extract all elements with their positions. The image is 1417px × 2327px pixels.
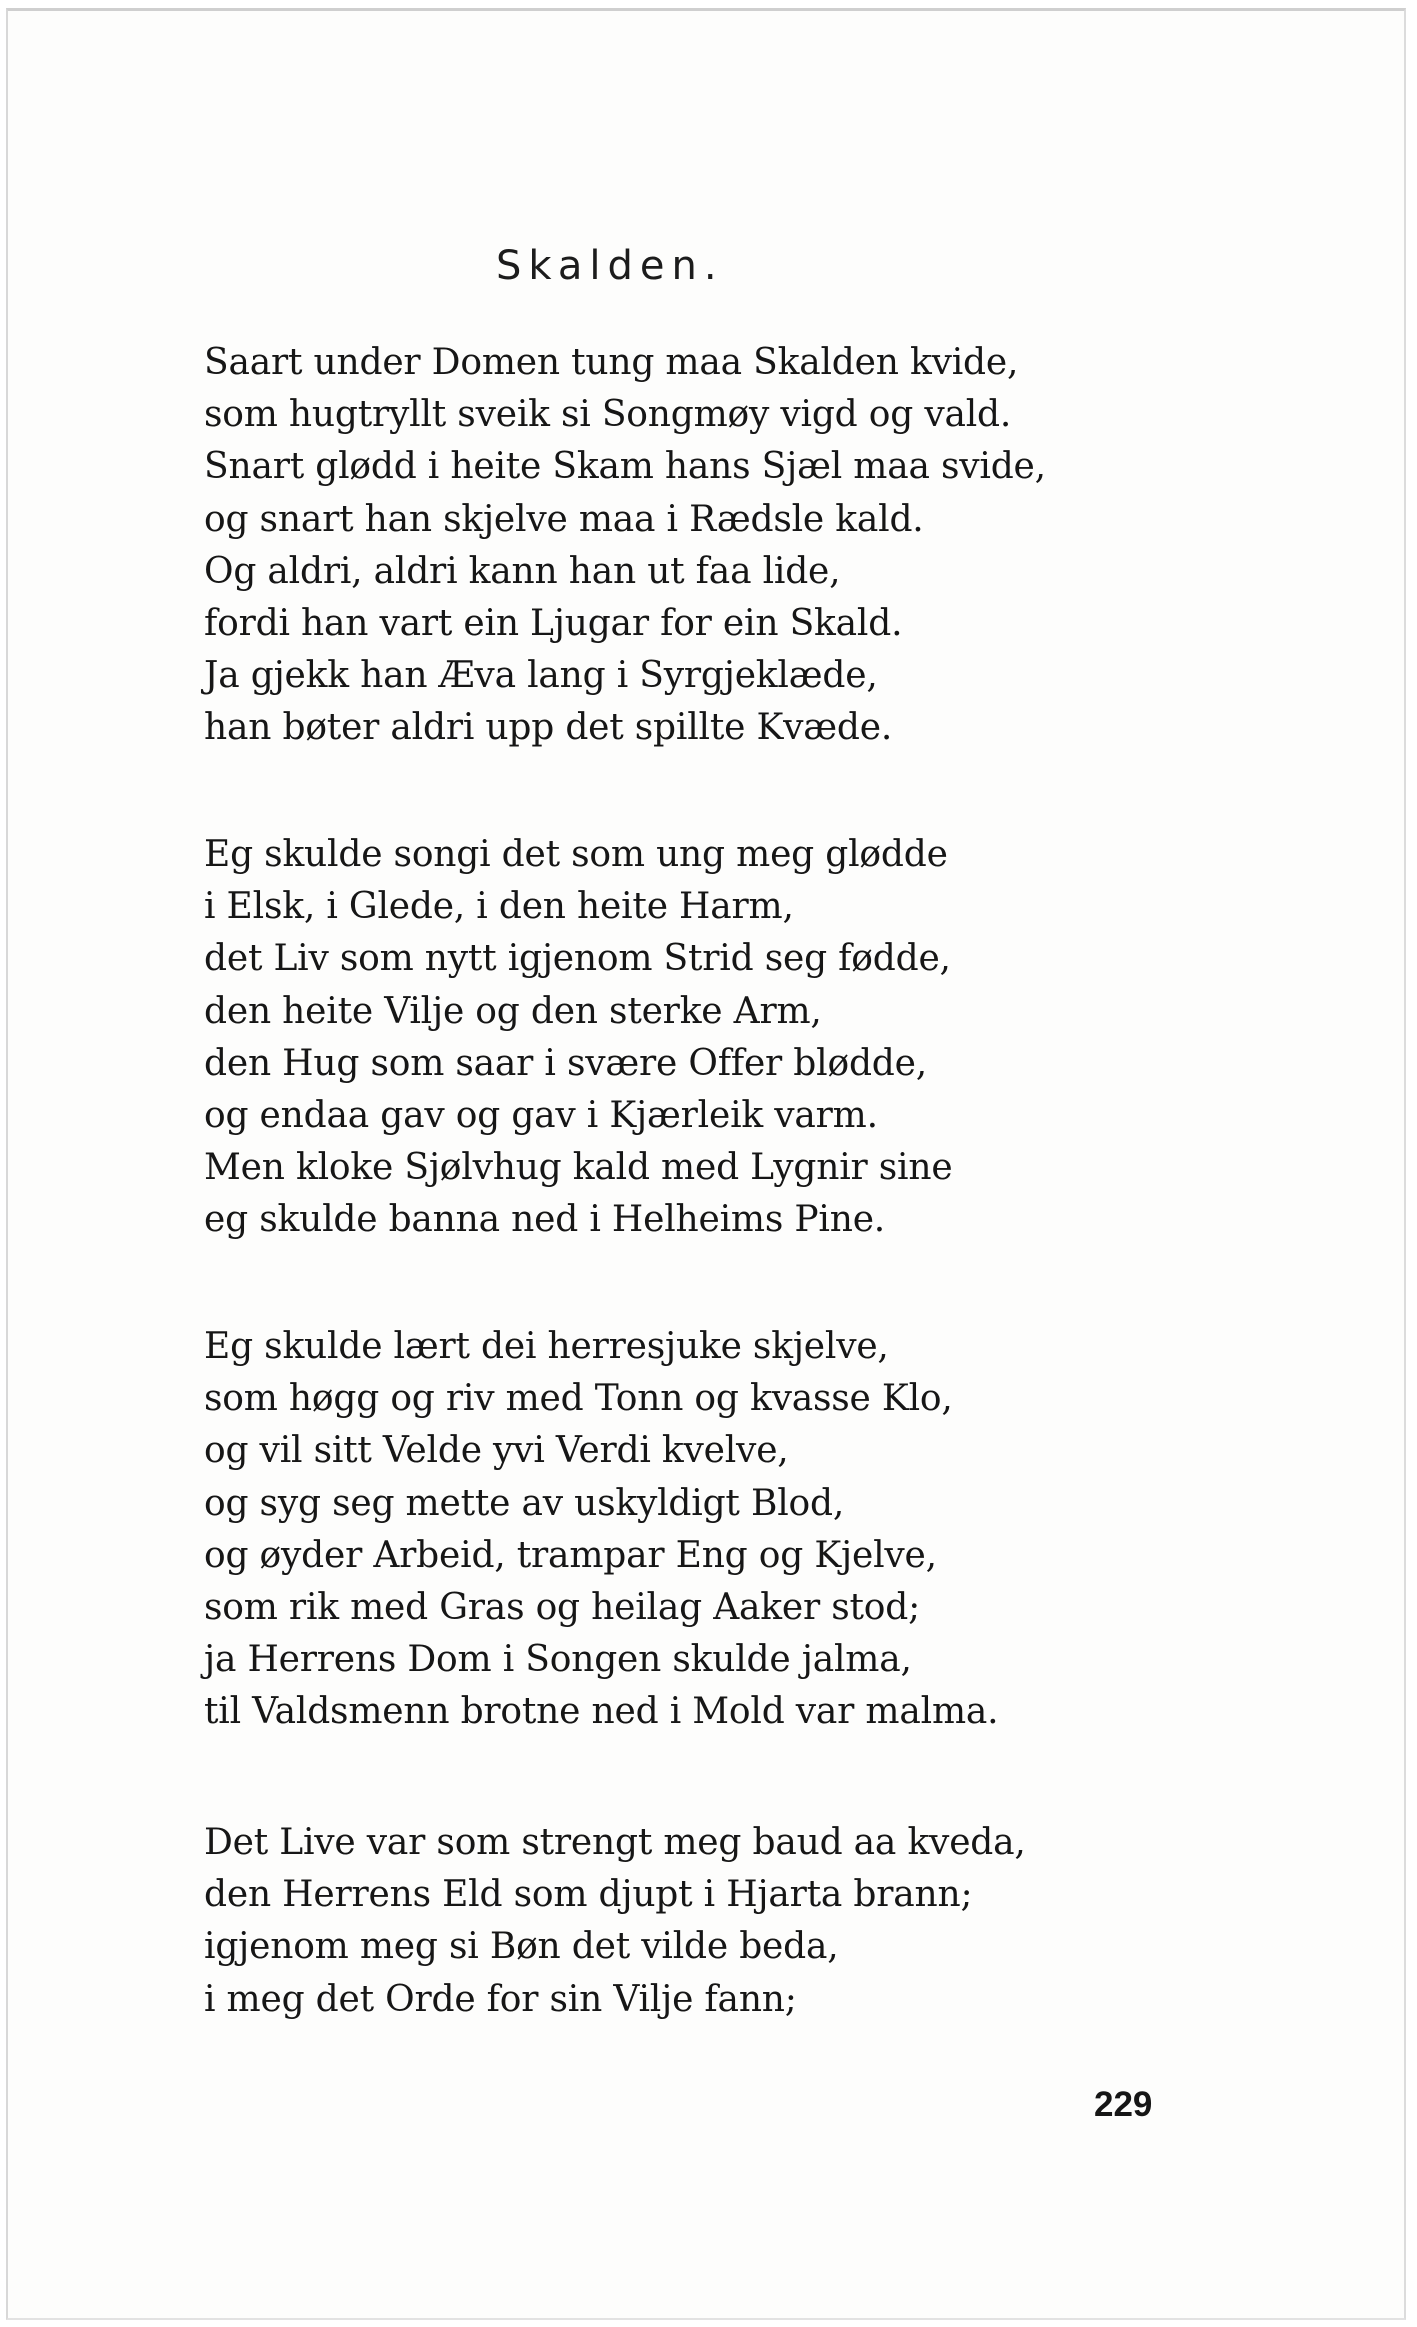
poem-line: igjenom meg si Bøn det vilde beda, (204, 1926, 839, 1968)
poem-line: han bøter aldri upp det spillte Kvæde. (204, 707, 893, 749)
poem-line: Eg skulde lært dei herresjuke skjelve, (204, 1326, 889, 1367)
poem-line: i Elsk, i Glede, i den heite Harm, (204, 886, 794, 928)
poem-line: som rik med Gras og heilag Aaker stod; (204, 1586, 921, 1628)
poem-line: eg skulde banna ned i Helheims Pine. (204, 1199, 886, 1241)
poem-line: og snart han skjelve maa i Rædsle kald. (204, 498, 924, 540)
poem-line: Men kloke Sjølvhug kald med Lygnir sine (204, 1147, 953, 1189)
poem-line: den Herrens Eld som djupt i Hjarta brann; (204, 1874, 973, 1916)
poem-line: Snart glødd i heite Skam hans Sjæl maa svide, (204, 446, 1046, 488)
poem-line: Saart under Domen tung maa Skalden kvide, (204, 342, 1019, 383)
poem-line: fordi han vart ein Ljugar for ein Skald. (204, 602, 903, 644)
poem-line: som høgg og riv med Tonn og kvasse Klo, (204, 1378, 953, 1420)
stanza-1 (204, 337, 1184, 755)
poem-line: Ja gjekk han Æva lang i Syrgjeklæde, (204, 655, 878, 697)
poem-title: Skalden. (496, 243, 724, 289)
stanza-3 (204, 1321, 1184, 1739)
poem-line: den heite Vilje og den sterke Arm, (204, 990, 822, 1032)
poem-line: og vil sitt Velde yvi Verdi kvelve, (204, 1430, 789, 1472)
poem-line: til Valdsmenn brotne ned i Mold var malma. (204, 1691, 999, 1733)
page-number: 229 (1094, 2085, 1153, 2124)
poem-line: Det Live var som strengt meg baud aa kveda, (204, 1822, 1026, 1863)
poem-line: Eg skulde songi det som ung meg glødde (204, 834, 948, 875)
stanza-4 (204, 1817, 1184, 2026)
poem-line: og endaa gav og gav i Kjærleik varm. (204, 1094, 878, 1136)
book-page (6, 8, 1406, 2320)
poem-line: som hugtryllt sveik si Songmøy vigd og vald. (204, 394, 1012, 436)
poem-line: i meg det Orde for sin Vilje fann; (204, 1978, 797, 2020)
poem-line: og syg seg mette av uskyldigt Blod, (204, 1482, 845, 1524)
poem-line: den Hug som saar i svære Offer blødde, (204, 1042, 927, 1084)
poem-line: Og aldri, aldri kann han ut faa lide, (204, 550, 841, 592)
stanza-2 (204, 829, 1184, 1247)
poem-line: det Liv som nytt igjenom Strid seg fødde, (204, 938, 951, 980)
poem-line: og øyder Arbeid, trampar Eng og Kjelve, (204, 1534, 937, 1576)
poem-line: ja Herrens Dom i Songen skulde jalma, (204, 1639, 912, 1681)
